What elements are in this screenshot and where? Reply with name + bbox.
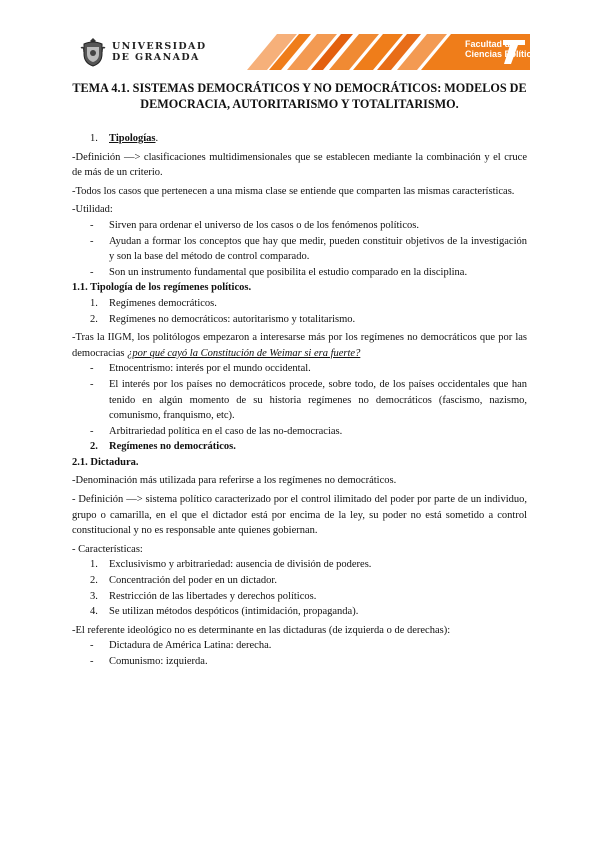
tras-item: - Etnocentrismo: interés por el mundo occidental. <box>72 361 527 377</box>
referente-item-text: Dictadura de América Latina: derecha. <box>109 640 272 652</box>
caracteristica-item <box>72 557 527 573</box>
caracteristica-number: 2. <box>90 575 98 587</box>
denominacion-paragraph: -Denominación más utilizada para referirse a los regímenes no democráticos. <box>72 475 397 487</box>
faculty-name-line2: Ciencias Políticas y Sociología <box>465 49 598 59</box>
caracteristica-number: 3. <box>90 590 98 602</box>
referente-item: - Comunismo: izquierda. <box>72 654 527 670</box>
faculty-name-line1: Facultad de <box>465 39 516 49</box>
faculty-name <box>465 39 597 59</box>
regime-type-number: 1. <box>90 297 98 309</box>
definition-2-paragraph: - Definición —> sistema político caracterizado por el control ilimitado del poder por parte de un individuo, grupo o camarilla, en el que el dictador está por encima de la ley, su poder no está sometido a control constitucional y no es responsable ante quienes gobiernan. <box>72 494 527 537</box>
utilidad-item-text: Ayudan a formar los conceptos que hay que medir, pueden constituir objetivos de la investigación y son la base del método de control comparado. <box>109 235 527 263</box>
caracteristicas-label: - Características: <box>72 543 143 555</box>
tras-text: -Tras la IIGM, los politólogos empezaron a interesarse más por los regímenes no democráticos que por las democracias <box>72 332 527 359</box>
tras-question: ¿por qué cayó la Constitución de Weimar si era fuerte? <box>127 347 361 359</box>
tras-item-text: El interés por los países no democráticos procede, sobre todo, de los países occidentales que han tenido en algún momento de su historia regímenes no democráticos (fascismo, nazismo, comunismo, franquismo, etc). <box>109 378 527 422</box>
regime-type-item <box>72 312 527 328</box>
caracteristica-text: Exclusivismo y arbitrariedad: ausencia de división de poderes. <box>109 559 372 571</box>
caracteristica-text: Restricción de las libertades y derechos políticos. <box>109 590 317 602</box>
page-header <box>72 34 598 70</box>
caracteristica-number: 1. <box>90 559 98 571</box>
utilidad-item-text: Son un instrumento fundamental que posibilita el estudio comparado en la disciplina. <box>109 266 468 278</box>
caracteristica-text: Se utilizan métodos despóticos (intimidación, propaganda). <box>109 606 359 618</box>
caracteristica-text: Concentración del poder en un dictador. <box>109 575 277 587</box>
caracteristica-item <box>72 573 527 589</box>
section-2-number: 2. <box>90 441 98 453</box>
section-1-number: 1. <box>90 133 98 144</box>
regime-type-item <box>72 296 527 312</box>
utilidad-item: - Sirven para ordenar el universo de los casos o de los fenómenos políticos. <box>72 218 527 234</box>
definition-paragraph: -Definición —> clasificaciones multidimensionales que se establecen mediante la combinación y el cruce de más de un criterio. <box>72 151 527 179</box>
regime-type-number: 2. <box>90 313 98 325</box>
document-title <box>72 80 527 112</box>
regime-type-text: Regímenes no democráticos: autoritarismo y totalitarismo. <box>109 313 356 325</box>
university-name-line2: DE GRANADA <box>112 52 200 63</box>
referente-item-text: Comunismo: izquierda. <box>109 656 208 667</box>
tras-item: - El interés por los países no democráticos procede, sobre todo, de los países occidentales que han tenido en algún momento de su historia regímenes no democráticos (fascismo, nazismo, comunismo, franquismo, etc). <box>72 377 527 424</box>
section-2-heading <box>72 439 527 455</box>
tras-paragraph <box>72 330 527 361</box>
caracteristica-item <box>72 589 527 605</box>
title-line-2: DEMOCRACIA, AUTORITARISMO Y TOTALITARISMO. <box>140 97 459 111</box>
section-1-title-end: . <box>155 133 159 144</box>
tras-item-text: Etnocentrismo: interés por el mundo occidental. <box>109 363 311 375</box>
utilidad-label: -Utilidad: <box>72 204 113 216</box>
todos-paragraph: -Todos los casos que pertenecen a una misma clase se entiende que comparten las mismas características. <box>72 185 515 197</box>
tras-item: - Arbitrariedad política en el caso de las no-democracias. <box>72 424 527 440</box>
regime-type-text: Regímenes democráticos. <box>109 297 217 309</box>
tras-item-text: Arbitrariedad política en el caso de las no-democracias. <box>109 425 343 437</box>
referente-paragraph: -El referente ideológico no es determinante en las dictaduras (de izquierda o de derechas): <box>72 624 451 636</box>
title-line-1: TEMA 4.1. SISTEMAS DEMOCRÁTICOS Y NO DEMOCRÁTICOS: MODELOS DE <box>72 81 527 95</box>
utilidad-item: - Son un instrumento fundamental que posibilita el estudio comparado en la disciplina. <box>72 265 527 281</box>
referente-item: - Dictadura de América Latina: derecha. <box>72 638 527 654</box>
university-name-line1: UNIVERSIDAD <box>112 41 207 52</box>
faculty-banner <box>207 34 598 70</box>
university-name <box>112 41 206 63</box>
section-1-heading <box>72 131 527 147</box>
section-2-title: Regímenes no democráticos. <box>109 441 236 453</box>
section-1-title: Tipologías <box>109 133 156 144</box>
utilidad-item-text: Sirven para ordenar el universo de los casos o de los fenómenos políticos. <box>109 219 419 231</box>
section-2-1-heading: 2.1. Dictadura. <box>72 456 139 468</box>
caracteristica-number: 4. <box>90 606 98 618</box>
document-body <box>72 80 527 670</box>
utilidad-item: - Ayudan a formar los conceptos que hay que medir, pueden constituir objetivos de la investigación y son la base del método de control comparado. <box>72 234 527 265</box>
section-1-1-heading: 1.1. Tipología de los regímenes políticos. <box>72 282 252 294</box>
caracteristica-item <box>72 604 527 620</box>
university-crest-icon <box>80 36 106 68</box>
